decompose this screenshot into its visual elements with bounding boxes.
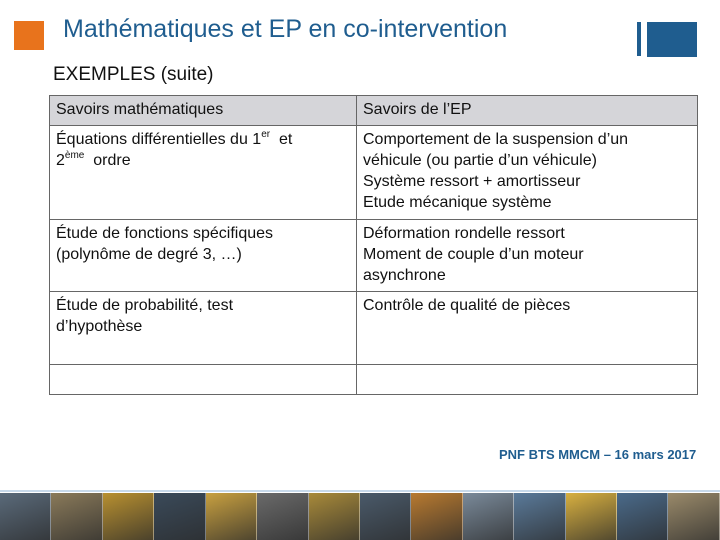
industrial-photo [514,493,565,540]
industrial-photo [257,493,308,540]
header-cell-ep: Savoirs de l’EP [357,96,698,126]
header-cell-math: Savoirs mathématiques [50,96,357,126]
cell-math [50,126,357,220]
industrial-photo [154,493,205,540]
cell-line: Etude mécanique système [363,194,552,211]
cell-text: ordre [93,152,131,169]
industrial-photo [566,493,617,540]
cell-line [56,150,350,171]
industrial-photo [0,493,51,540]
cell-math [50,292,357,365]
cell-ep [357,220,698,292]
cell-ep [357,292,698,365]
footer-divider [0,490,720,492]
cell-math [50,220,357,292]
cell-line: Contrôle de qualité de pièces [363,297,571,314]
page-title: Mathématiques et EP en co-intervention [63,15,508,43]
industrial-photo [309,493,360,540]
logo-block [647,22,697,57]
logo-bar [637,22,641,56]
cell-line: Déformation rondelle ressort [363,225,565,242]
orange-accent-square [14,21,44,50]
industrial-photo [360,493,411,540]
cell-line [56,129,350,150]
examples-table [49,95,698,395]
cell-text: et [278,131,293,148]
cell-ep [357,365,698,395]
section-subtitle: EXEMPLES (suite) [53,64,214,85]
table-row-empty [50,365,698,395]
cell-line: asynchrone [363,267,446,284]
cell-math [50,365,357,395]
industrial-photo [206,493,257,540]
superscript: ème [64,150,85,161]
cell-line: véhicule (ou partie d’un véhicule) [363,152,597,169]
cell-line: Étude de fonctions spécifiques [56,225,274,242]
industrial-photo [617,493,668,540]
photo-strip [0,493,720,540]
table-row [50,126,698,220]
cell-text: 2 [56,152,65,169]
cell-line: (polynôme de degré 3, …) [56,246,242,263]
industrial-photo [668,493,719,540]
cell-line: Étude de probabilité, test [56,297,234,314]
superscript: er [261,129,271,140]
footer-text: PNF BTS MMCM – 16 mars 2017 [499,447,697,462]
cell-ep [357,126,698,220]
industrial-photo [51,493,102,540]
industrial-photo [463,493,514,540]
cell-line: Moment de couple d’un moteur [363,246,584,263]
cell-line: d’hypothèse [56,318,143,335]
cell-text: Équations différentielles du 1 [56,131,262,148]
cell-line: Système ressort + amortisseur [363,173,581,190]
cell-line: Comportement de la suspension d’un [363,131,629,148]
table-row [50,292,698,365]
industrial-photo [411,493,462,540]
table-row [50,220,698,292]
industrial-photo [103,493,154,540]
table-header-row [50,96,698,126]
